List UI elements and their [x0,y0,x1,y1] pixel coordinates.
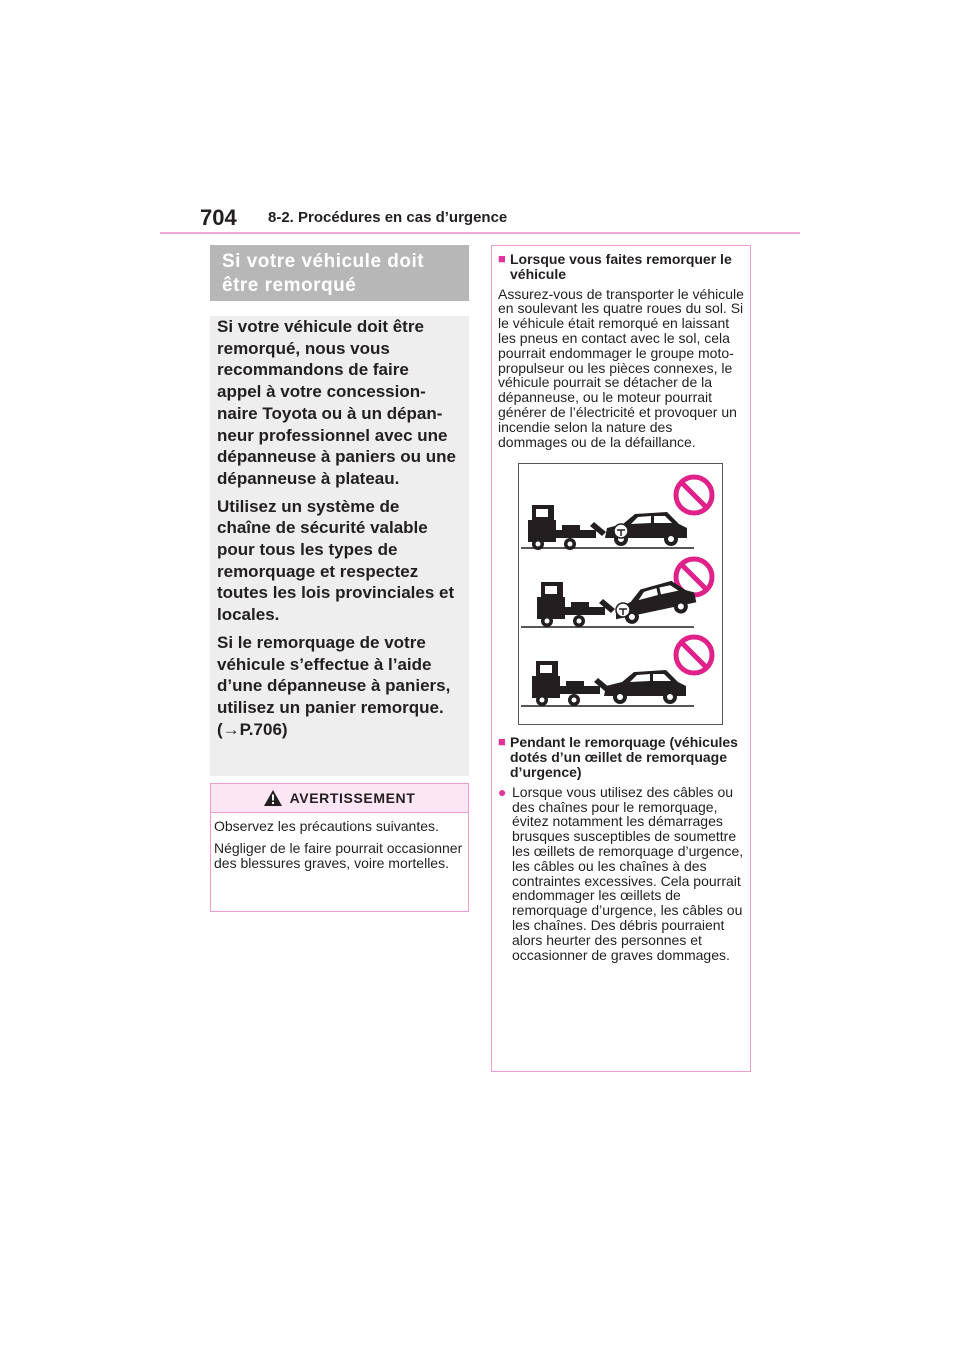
warning-title: AVERTISSEMENT [289,790,416,806]
towing-info-panel [491,245,751,1072]
list-item [498,785,745,963]
subheading-text: Lorsque vous faites remorquer le véhicule [510,251,732,282]
topic-title [210,245,469,301]
subheading-eyelet [498,735,745,779]
square-bullet-icon: ■ [498,251,506,266]
intro-paragraph: Si le remorquage de votre véhicule s’effectue à l’aide d’une dépanneuse à paniers, utilisez un panier remorque. (→P.706) [217,632,451,739]
intro-panel [210,316,469,776]
topic-title-line2: être remorqué [222,275,357,296]
list-item-text: Lorsque vous utilisez des câbles ou des chaînes pour le remorquage, évitez notamment les démarrages brusques susceptibles de soumettre les œillets de remorquage d’urgence, les câbles ou les chaînes à des contraintes excessives. Cela pourrait endommager les œillets de remorquage d’urgence, les câbles ou les chaînes. Des débris pourraient alors heurter des personnes et occasionner de graves dommages. [512,783,744,963]
topic-title-line1: Si votre véhicule doit [222,251,425,272]
section-title: 8-2. Procédures en cas d’urgence [268,209,508,226]
warning-header [211,784,468,813]
page-number: 704 [200,205,237,230]
towing-paragraph: Assurez-vous de transporter le véhicule en soulevant les quatre roues du sol. Si le véhicule était remorqué en laissant les pneus en contact avec le sol, cela pourrait endommager le groupe motopropulseur ou les pièces connexes, le véhicule pourrait se détacher de la dépanneuse, ou le moteur pourrait générer de l’électricité et provoquer un incendie selon la nature des dommages ou de la défaillance. [498,285,744,450]
warning-triangle-icon [264,790,282,806]
subheading-towing [498,252,745,282]
header-rule [160,232,800,234]
square-bullet-icon: ■ [498,734,506,750]
towing-illustration [518,463,723,725]
subheading-text: Pendant le remorquage (véhicules dotés d’un œillet de remorquage d’urgence) [510,734,738,780]
intro-paragraph: Si votre véhicule doit être remorqué, nous vous recommandons de faire appel à votre concessionnaire Toyota ou à un dépanneur professionnel avec une dépanneuse à paniers ou une dépanneuse à plateau. [217,317,457,488]
intro-paragraph: Utilisez un système de chaîne de sécurité valable pour tous les types de remorquage et respectez toutes les lois provinciales et locales. [217,496,455,625]
warning-body [211,813,468,872]
warning-line: Négliger de le faire pourrait occasionner des blessures graves, voire mortelles. [214,839,463,871]
warning-line: Observez les précautions suivantes. [214,818,439,834]
round-bullet-icon: ● [498,783,507,800]
warning-box [210,783,469,912]
